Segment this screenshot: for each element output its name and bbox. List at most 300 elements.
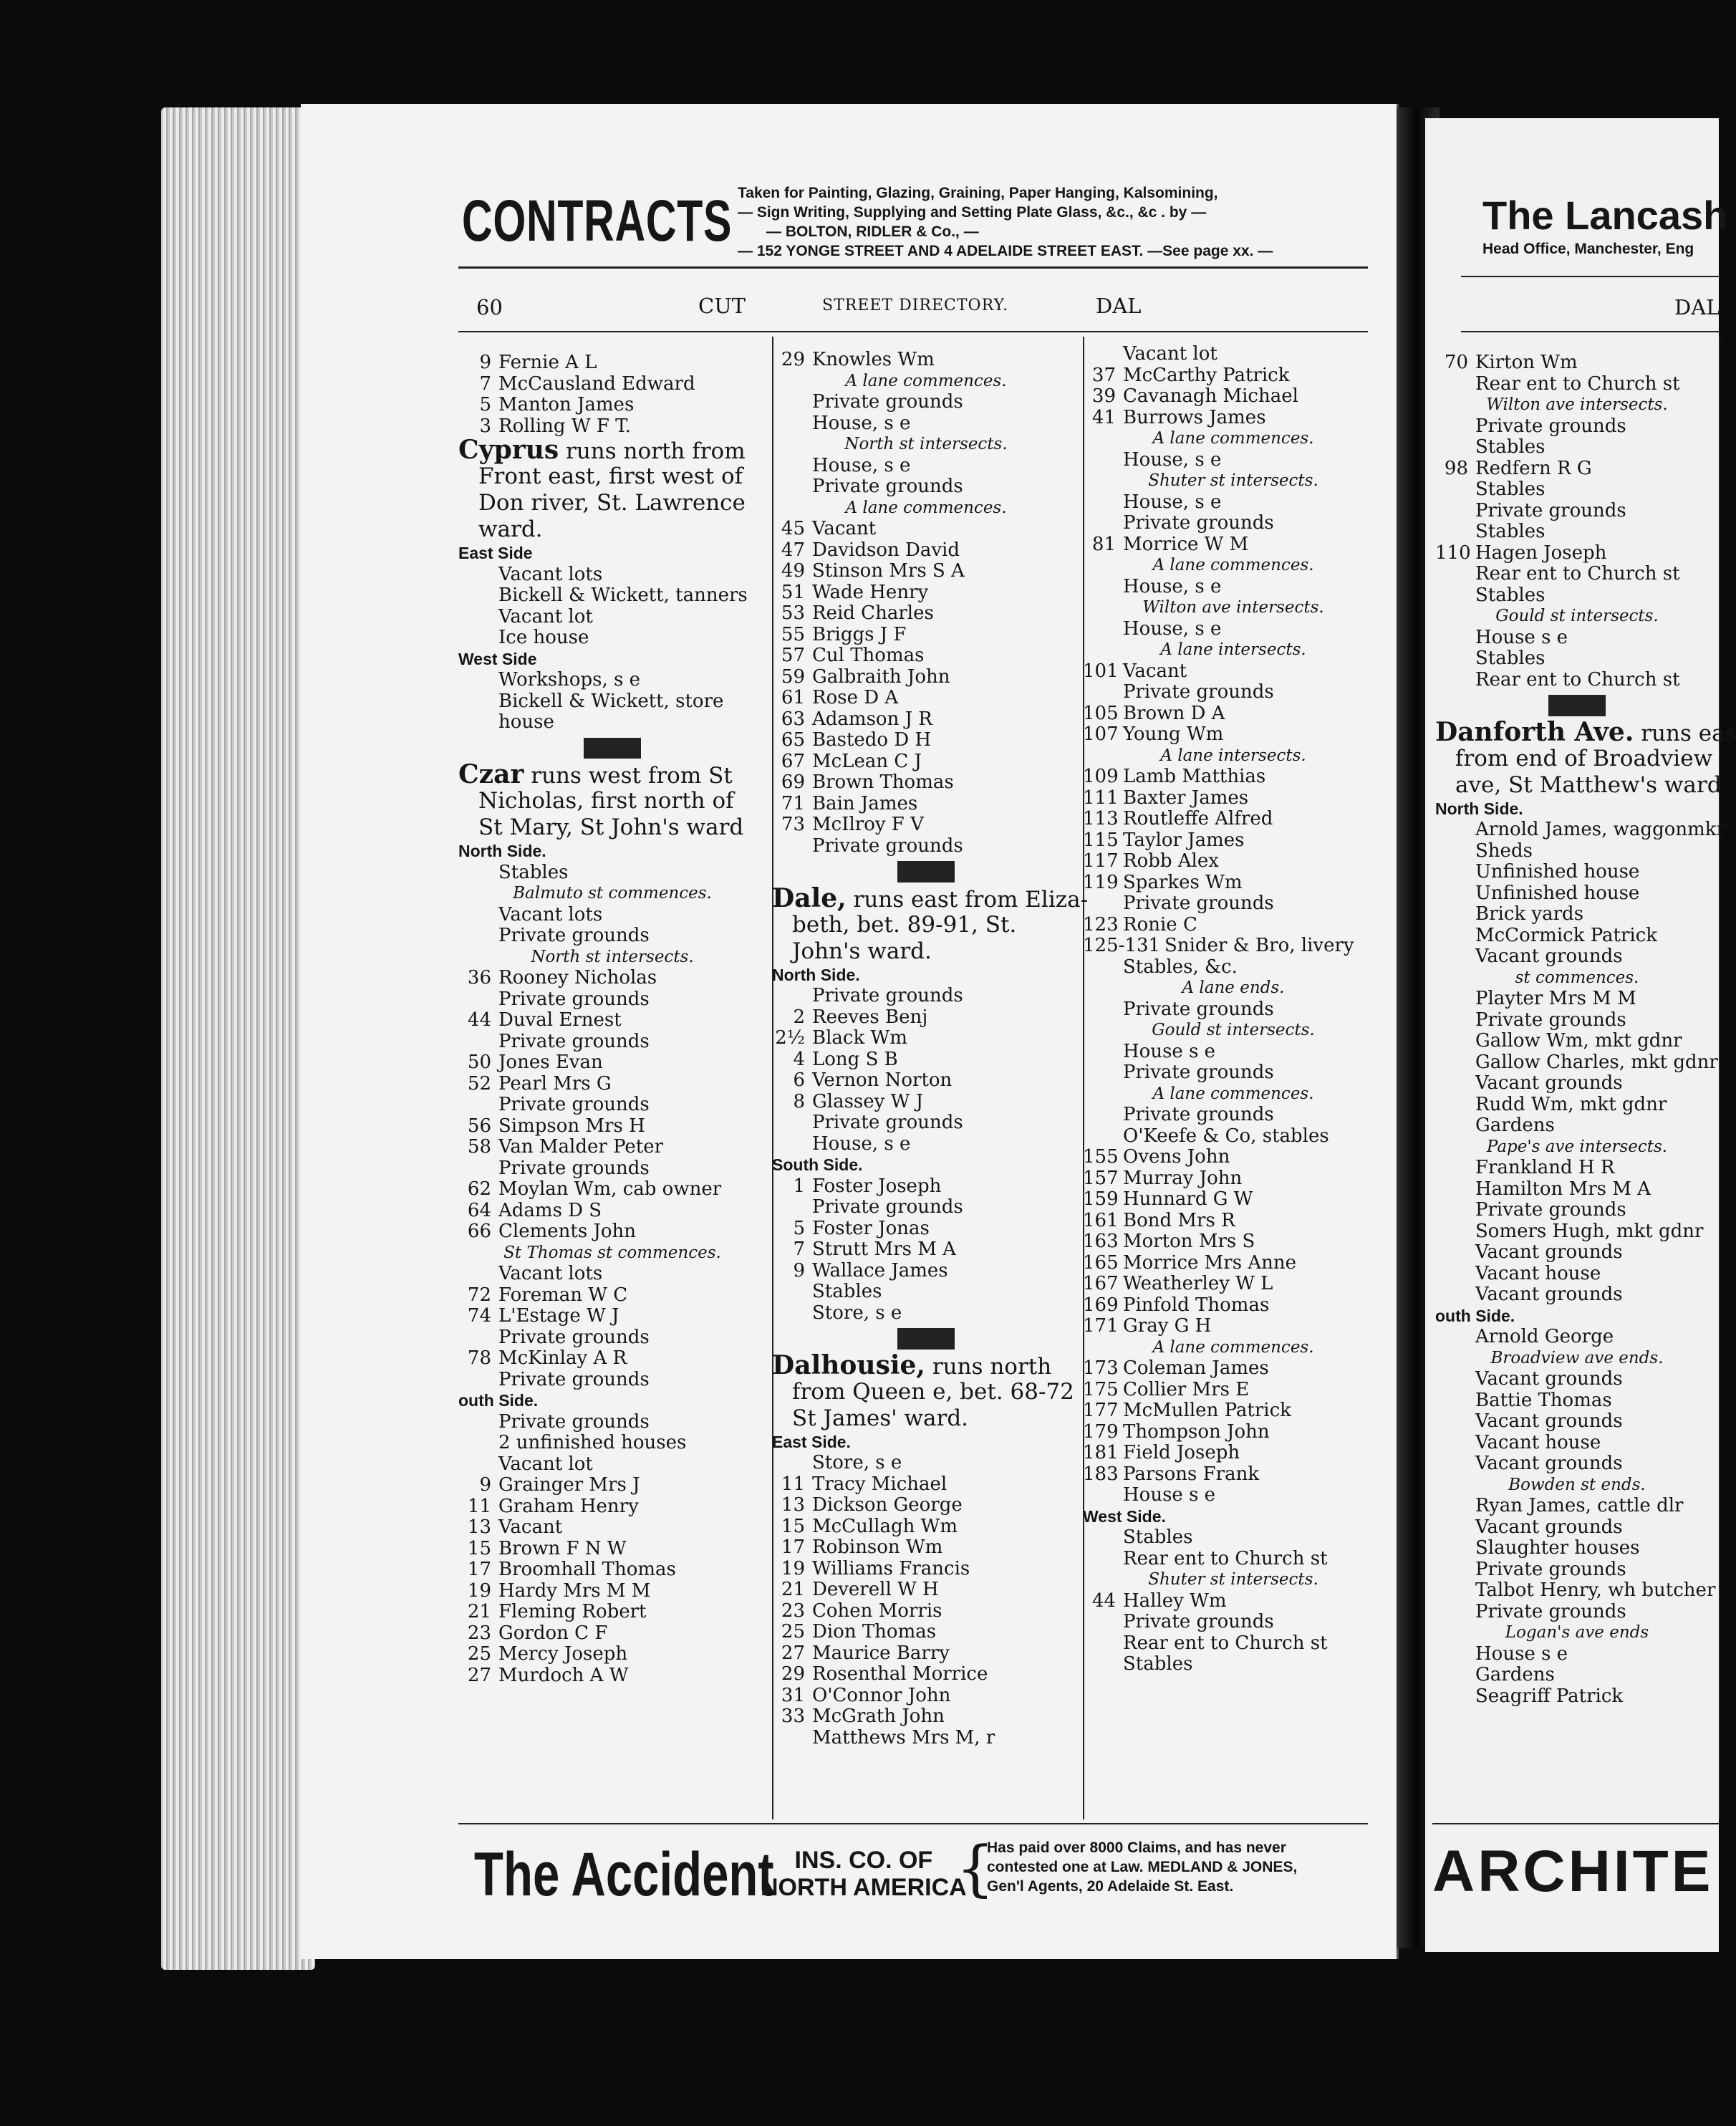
street-heading-line: St Mary, St John's ward (478, 814, 744, 840)
directory-entry (1083, 915, 1384, 936)
intersection-note: A lane commences. (1152, 1084, 1314, 1103)
entry-name: Maurice Barry (812, 1642, 950, 1664)
entry-name: Snider & Bro, livery (1164, 935, 1354, 956)
directory-entry (1435, 1242, 1719, 1264)
entry-name: Moylan Wm, cab owner (498, 1178, 722, 1200)
entry-name: McMullen Patrick (1123, 1400, 1291, 1421)
directory-entry (1083, 1549, 1384, 1570)
intersection-note: North st intersects. (844, 435, 1008, 453)
directory-entry (458, 395, 766, 416)
directory-entry (1435, 946, 1719, 968)
entry-name: House, s e (812, 454, 911, 476)
house-number: 36 (467, 967, 491, 989)
header-ad-text: Taken for Painting, Glazing, Graining, Paper Hanging, Kalsomining, — Sign Writing, Supplying and Setting Plate Glass, &c., &c . by — — BOLTON, RIDLER & Co., — — 152 YONGE STREET AND 4 ADELAIDE STREET EAST. —See page xx. — (738, 185, 1273, 259)
entry-name: Vacant grounds (1475, 1241, 1623, 1263)
directory-entry (1435, 416, 1719, 438)
entry-name: McCormick Patrick (1475, 924, 1658, 946)
entry-name: Gallow Wm, mkt gdnr (1475, 1030, 1682, 1052)
directory-entry (772, 1197, 1080, 1218)
entry-name: Reid Charles (812, 602, 934, 624)
right-header-title: The Lancash (1482, 193, 1728, 238)
entry-name: Manton James (498, 394, 635, 415)
entry-name: Rear ent to Church st (1123, 1632, 1328, 1654)
right-footer-ad: ARCHITE (1432, 1839, 1714, 1904)
directory-entry (1083, 1062, 1384, 1084)
house-number: 55 (781, 623, 805, 645)
entry-name: Somers Hugh, mkt gdnr (1475, 1220, 1704, 1242)
intersection-note: Wilton ave intersects. (1142, 598, 1324, 617)
house-number: 183 (1083, 1463, 1119, 1485)
directory-entry (1083, 1295, 1384, 1317)
footer-ad-brace: { (956, 1833, 995, 1903)
house-number: 53 (781, 602, 805, 624)
entry-name: Weatherley W L (1123, 1273, 1273, 1294)
entry-name: McGrath John (812, 1706, 945, 1727)
house-number: 157 (1083, 1167, 1119, 1189)
header-rule (458, 266, 1368, 269)
entry-name: Brown F N W (498, 1537, 627, 1559)
intersection-note: Shuter st intersects. (1148, 1570, 1318, 1589)
entry-name: Taylor James (1123, 829, 1245, 851)
entry-name: Ryan James, cattle dlr (1475, 1495, 1684, 1516)
entry-name: Knowles Wm (812, 349, 935, 370)
entry-name: Private grounds (498, 1030, 650, 1052)
house-number: 159 (1083, 1188, 1119, 1210)
directory-entry (1435, 1095, 1719, 1116)
street-heading-line (1435, 716, 1736, 747)
directory-entry (1083, 1485, 1384, 1506)
house-number: 44 (467, 1009, 491, 1031)
entry-name: Private grounds (1123, 893, 1274, 914)
directory-entry (458, 1306, 766, 1327)
directory-entry (1435, 585, 1719, 607)
entry-name: Rooney Nicholas (498, 967, 657, 989)
directory-entry (1435, 1284, 1719, 1306)
house-number: 125-131 (1083, 935, 1161, 956)
intersection-note: A lane intersects. (1160, 640, 1306, 659)
house-number: 7 (479, 372, 491, 395)
entry-name: Unfinished house (1475, 861, 1640, 882)
directory-entry (772, 1092, 1080, 1113)
directory-entry (1435, 1517, 1719, 1539)
directory-entry (458, 1475, 766, 1496)
house-number: 9 (479, 352, 491, 373)
house-number: 177 (1083, 1400, 1119, 1421)
entry-name: Vacant lot (498, 605, 593, 627)
directory-entry (772, 772, 1080, 794)
entry-name: Wade Henry (812, 581, 929, 603)
directory-entry (1435, 989, 1719, 1010)
entry-name: Brown D A (1123, 702, 1225, 724)
house-number: 27 (467, 1664, 491, 1686)
entry-name: Stables (1123, 1653, 1193, 1675)
house-number: 9 (479, 1474, 491, 1496)
directory-entry (458, 968, 766, 989)
house-number: 81 (1091, 533, 1116, 555)
directory-entry (1083, 1612, 1384, 1633)
entry-name: Ronie C (1123, 913, 1197, 935)
entry-name: Galbraith John (812, 665, 950, 688)
directory-entry (1083, 450, 1384, 471)
directory-entry (1083, 999, 1384, 1021)
house-number: 59 (781, 665, 805, 688)
entry-name: Slaughter houses (1475, 1537, 1640, 1559)
directory-entry (772, 730, 1080, 751)
entry-name: Robinson Wm (812, 1536, 943, 1558)
entry-name: Rosenthal Morrice (812, 1663, 988, 1685)
entry-name: Private grounds (1123, 1062, 1274, 1083)
directory-entry (1083, 577, 1384, 598)
house-number: 39 (1091, 385, 1116, 407)
running-head-right: DAL (1096, 294, 1142, 318)
street-name: Czar (458, 759, 524, 789)
house-number: 161 (1083, 1209, 1119, 1231)
entry-name: Rear ent to Church st (1475, 372, 1680, 395)
entry-name: Fernie A L (498, 352, 597, 373)
entry-name: Private grounds (498, 1094, 650, 1115)
entry-name: Rolling W F T. (498, 415, 631, 437)
directory-entry (1435, 1115, 1719, 1137)
entry-name: Vacant grounds (1475, 1284, 1623, 1305)
directory-entry (772, 1622, 1080, 1643)
house-number: 181 (1083, 1442, 1119, 1463)
directory-entry (458, 585, 766, 607)
house-number: 173 (1083, 1357, 1119, 1379)
page-number: 60 (476, 295, 503, 319)
house-number: 25 (467, 1643, 491, 1665)
running-head-left: CUT (698, 294, 746, 318)
directory-entry (1435, 479, 1719, 501)
house-number: 15 (781, 1515, 805, 1537)
entry-name: Private grounds (498, 1410, 650, 1433)
intersection-note: A lane commences. (1152, 429, 1314, 448)
directory-entry (772, 1049, 1080, 1071)
directory-entry (1083, 788, 1384, 809)
house-number: 9 (793, 1259, 805, 1281)
entry-name: Private grounds (812, 1112, 963, 1133)
entry-name: Private grounds (812, 391, 963, 413)
directory-entry (1435, 862, 1719, 883)
entry-name: Adams D S (498, 1199, 602, 1221)
entry-name: House s e (1475, 1642, 1568, 1665)
directory-column-3 (1083, 344, 1384, 1675)
entry-name: Halley Wm (1123, 1589, 1227, 1612)
directory-entry (772, 1601, 1080, 1622)
entry-name: Cohen Morris (812, 1600, 942, 1622)
directory-entry (1083, 872, 1384, 894)
entry-name: Collier Mrs E (1123, 1378, 1250, 1400)
entry-name: Vacant (498, 1516, 563, 1538)
entry-name: Young Wm (1123, 723, 1224, 745)
street-heading-line: John's ward. (792, 938, 932, 964)
directory-entry (772, 1728, 1080, 1749)
entry-name: Black Wm (812, 1027, 907, 1049)
entry-name: Rose D A (812, 687, 899, 708)
directory-entry (1083, 809, 1384, 830)
house-number: 19 (781, 1557, 805, 1579)
house-number: 2 (793, 1006, 805, 1028)
directory-entry (1083, 1274, 1384, 1295)
entry-name: Vacant grounds (1475, 1072, 1623, 1094)
intersection-note: Shuter st intersects. (1148, 471, 1318, 490)
directory-entry (458, 1602, 766, 1623)
directory-entry (458, 670, 766, 691)
directory-entry (458, 1116, 766, 1137)
house-number: 13 (467, 1516, 491, 1538)
directory-entry (458, 1539, 766, 1560)
directory-entry (772, 1453, 1080, 1474)
entry-name: McCullagh Wm (812, 1515, 958, 1537)
directory-entry (458, 374, 766, 395)
entry-name: Frankland H R (1475, 1157, 1615, 1178)
directory-entry (1083, 957, 1384, 978)
entry-name: Vacant house (1475, 1262, 1601, 1284)
house-number: 155 (1083, 1146, 1119, 1168)
entry-name: House s e (1123, 1484, 1216, 1506)
directory-entry (772, 1495, 1080, 1516)
directory-entry (1083, 534, 1384, 556)
entry-name: Pinfold Thomas (1123, 1294, 1270, 1316)
book-page-edges (161, 107, 315, 1970)
directory-entry (772, 1112, 1080, 1134)
house-number: 73 (781, 814, 805, 835)
street-description: runs west from St (524, 763, 733, 789)
entry-name: Lamb Matthias (1123, 766, 1266, 787)
side-heading: West Side (458, 649, 537, 668)
directory-entry (1435, 1496, 1719, 1517)
entry-name: Private grounds (1123, 1611, 1274, 1632)
entry-name: Bain James (812, 792, 918, 814)
directory-column-2 (772, 349, 1089, 1749)
directory-entry (1435, 501, 1719, 522)
directory-entry (1435, 904, 1719, 925)
entry-name: Vacant lots (498, 563, 603, 585)
entry-name: Murray John (1123, 1167, 1243, 1189)
entry-name: Private grounds (1123, 512, 1274, 534)
directory-entry (1083, 1189, 1384, 1211)
entry-name: Vacant grounds (1475, 1453, 1623, 1474)
directory-entry (772, 1303, 1080, 1324)
side-heading: East Side (458, 544, 533, 562)
house-number: 44 (1091, 1589, 1116, 1612)
directory-entry (1435, 1052, 1719, 1074)
street-heading-line: from end of Broadview (1455, 745, 1713, 771)
street-heading-line: beth, bet. 89-91, St. (792, 911, 1017, 938)
entry-name: House, s e (812, 412, 911, 434)
directory-entry (1435, 1686, 1719, 1708)
directory-entry (458, 607, 766, 628)
entry-name: McLean C J (812, 750, 922, 772)
street-description: runs eas (1634, 720, 1736, 746)
directory-entry (458, 989, 766, 1011)
directory-entry (458, 691, 766, 713)
directory-entry (458, 1052, 766, 1074)
directory-entry (1083, 344, 1384, 365)
directory-entry (772, 751, 1080, 773)
house-number: 8 (793, 1090, 805, 1112)
entry-name: Routleffe Alfred (1123, 808, 1273, 829)
house-number: 115 (1083, 829, 1119, 851)
directory-entry (772, 794, 1080, 815)
directory-entry (772, 1664, 1080, 1685)
house-number: 13 (781, 1494, 805, 1516)
entry-name: Arnold George (1475, 1326, 1614, 1347)
entry-name: Grainger Mrs J (498, 1474, 640, 1496)
house-number: 66 (467, 1221, 491, 1242)
entry-name: Private grounds (1475, 1199, 1626, 1221)
entry-name: Stables (1123, 1526, 1193, 1548)
directory-entry (772, 540, 1080, 562)
directory-entry (458, 1010, 766, 1031)
entry-name: Sheds (1475, 840, 1533, 862)
intersection-note: Gould st intersects. (1495, 607, 1659, 625)
directory-entry (772, 814, 1080, 836)
entry-name: 2 unfinished houses (498, 1432, 687, 1453)
entry-name: Stables (1475, 436, 1545, 458)
directory-entry (1435, 521, 1719, 543)
directory-entry (1083, 1400, 1384, 1422)
house-number: 78 (467, 1347, 491, 1369)
directory-entry (772, 1134, 1080, 1155)
intersection-note: Bowden st ends. (1508, 1475, 1646, 1494)
entry-name: Sparkes Wm (1123, 871, 1243, 893)
entry-name: Vacant lot (498, 1453, 593, 1475)
directory-entry (458, 1327, 766, 1349)
entry-name: Bickell & Wickett, store (498, 690, 724, 712)
entry-name: House s e (1123, 1040, 1216, 1062)
directory-entry (772, 1559, 1080, 1580)
entry-name: Mercy Joseph (498, 1643, 628, 1665)
entry-name: O'Keefe & Co, stables (1123, 1125, 1329, 1147)
directory-entry (1083, 1464, 1384, 1486)
entry-name: Jones Evan (498, 1052, 603, 1073)
intersection-note: A lane commences. (845, 498, 1007, 517)
entry-name: Stables (812, 1281, 882, 1302)
house-number: 74 (467, 1305, 491, 1327)
entry-name: Stables, &c. (1123, 956, 1238, 978)
directory-entry (772, 1579, 1080, 1601)
footer-ad-company: INS. CO. OF NORTH AMERICA (761, 1847, 967, 1901)
directory-entry (1435, 1031, 1719, 1052)
entry-name: Stinson Mrs S A (812, 560, 965, 582)
house-number: 163 (1083, 1231, 1119, 1252)
entry-name: Private grounds (1475, 1600, 1626, 1622)
entry-name: Gardens (1475, 1115, 1555, 1136)
street-name: Cyprus (458, 435, 559, 465)
entry-name: Bickell & Wickett, tanners (498, 585, 748, 606)
intersection-note: Logan's ave ends (1505, 1623, 1649, 1642)
directory-entry (1083, 1443, 1384, 1464)
house-number: 27 (781, 1642, 805, 1664)
entry-name: Rear ent to Church st (1475, 668, 1680, 691)
house-number: 19 (467, 1579, 491, 1602)
entry-name: Briggs J F (812, 623, 907, 645)
house-number: 37 (1091, 364, 1116, 386)
street-description: runs north (925, 1353, 1052, 1380)
directory-entry (458, 905, 766, 926)
entry-name: Parsons Frank (1123, 1463, 1260, 1485)
directory-entry (772, 582, 1080, 604)
house-number: 175 (1083, 1378, 1119, 1400)
side-heading: North Side. (772, 965, 860, 984)
house-number: 165 (1083, 1251, 1119, 1274)
section-separator (584, 738, 641, 759)
directory-entry (458, 1370, 766, 1391)
directory-entry (1083, 365, 1384, 387)
intersection-note: st commences. (1515, 968, 1639, 987)
street-heading-line: ward. (478, 516, 543, 542)
house-number: 23 (467, 1622, 491, 1644)
right-directory-column (1435, 352, 1736, 1707)
directory-entry (1435, 1390, 1719, 1412)
house-number: 4 (793, 1048, 805, 1070)
entry-name: Burrows James (1123, 406, 1266, 428)
street-heading-line: ave, St Matthew's ward (1455, 771, 1722, 798)
entry-name: Private grounds (1123, 998, 1274, 1020)
directory-entry (1435, 1179, 1719, 1201)
entry-name: Talbot Henry, wh butcher (1475, 1579, 1716, 1601)
directory-entry (772, 1176, 1080, 1198)
entry-name: Vernon Norton (812, 1069, 953, 1091)
entry-name: Private grounds (498, 988, 650, 1010)
directory-entry (1435, 1411, 1719, 1433)
entry-name: Brown Thomas (812, 771, 954, 793)
entry-name: Brick yards (1475, 903, 1584, 925)
directory-entry (772, 456, 1080, 477)
street-heading (772, 882, 1089, 965)
entry-name: Rudd Wm, mkt gdnr (1475, 1093, 1667, 1115)
directory-entry (458, 1158, 766, 1180)
directory-entry (772, 1474, 1080, 1496)
house-number: 23 (781, 1600, 805, 1622)
entry-name: house (498, 711, 554, 733)
entry-name: Baxter James (1123, 787, 1249, 809)
house-number: 56 (467, 1115, 491, 1137)
directory-entry (1083, 386, 1384, 408)
directory-entry (1435, 1200, 1719, 1221)
house-number: 71 (781, 792, 805, 814)
right-running-head: DAL (1674, 295, 1720, 319)
street-heading (772, 1352, 1080, 1432)
directory-entry (458, 1137, 766, 1158)
entry-name: Vacant lots (498, 903, 603, 925)
street-heading-line (772, 882, 1089, 913)
house-number: 65 (781, 729, 805, 751)
house-number: 7 (793, 1238, 805, 1260)
footer-rule (458, 1823, 1368, 1824)
entry-name: House, s e (1123, 491, 1222, 513)
right-footer-rule (1432, 1823, 1719, 1824)
intersection-note: St Thomas st commences. (503, 1243, 721, 1262)
directory-entry (1083, 1168, 1384, 1190)
street-description: runs north from (559, 438, 746, 464)
house-number: 64 (467, 1199, 491, 1221)
directory-entry (772, 1070, 1080, 1092)
side-heading: West Side. (1083, 1506, 1166, 1526)
directory-entry (458, 1581, 766, 1602)
directory-entry (772, 1239, 1080, 1261)
house-number: 29 (781, 1663, 805, 1685)
directory-entry (772, 1218, 1080, 1240)
entry-name: House, s e (1123, 575, 1222, 597)
street-heading-line: Don river, St. Lawrence (478, 490, 746, 516)
intersection-note: North st intersects. (531, 947, 694, 966)
right-running-rule (1461, 331, 1719, 332)
running-head-rule (458, 331, 1368, 332)
directory-entry (1435, 1158, 1719, 1179)
directory-entry (1083, 1633, 1384, 1655)
house-number: 109 (1083, 766, 1119, 787)
